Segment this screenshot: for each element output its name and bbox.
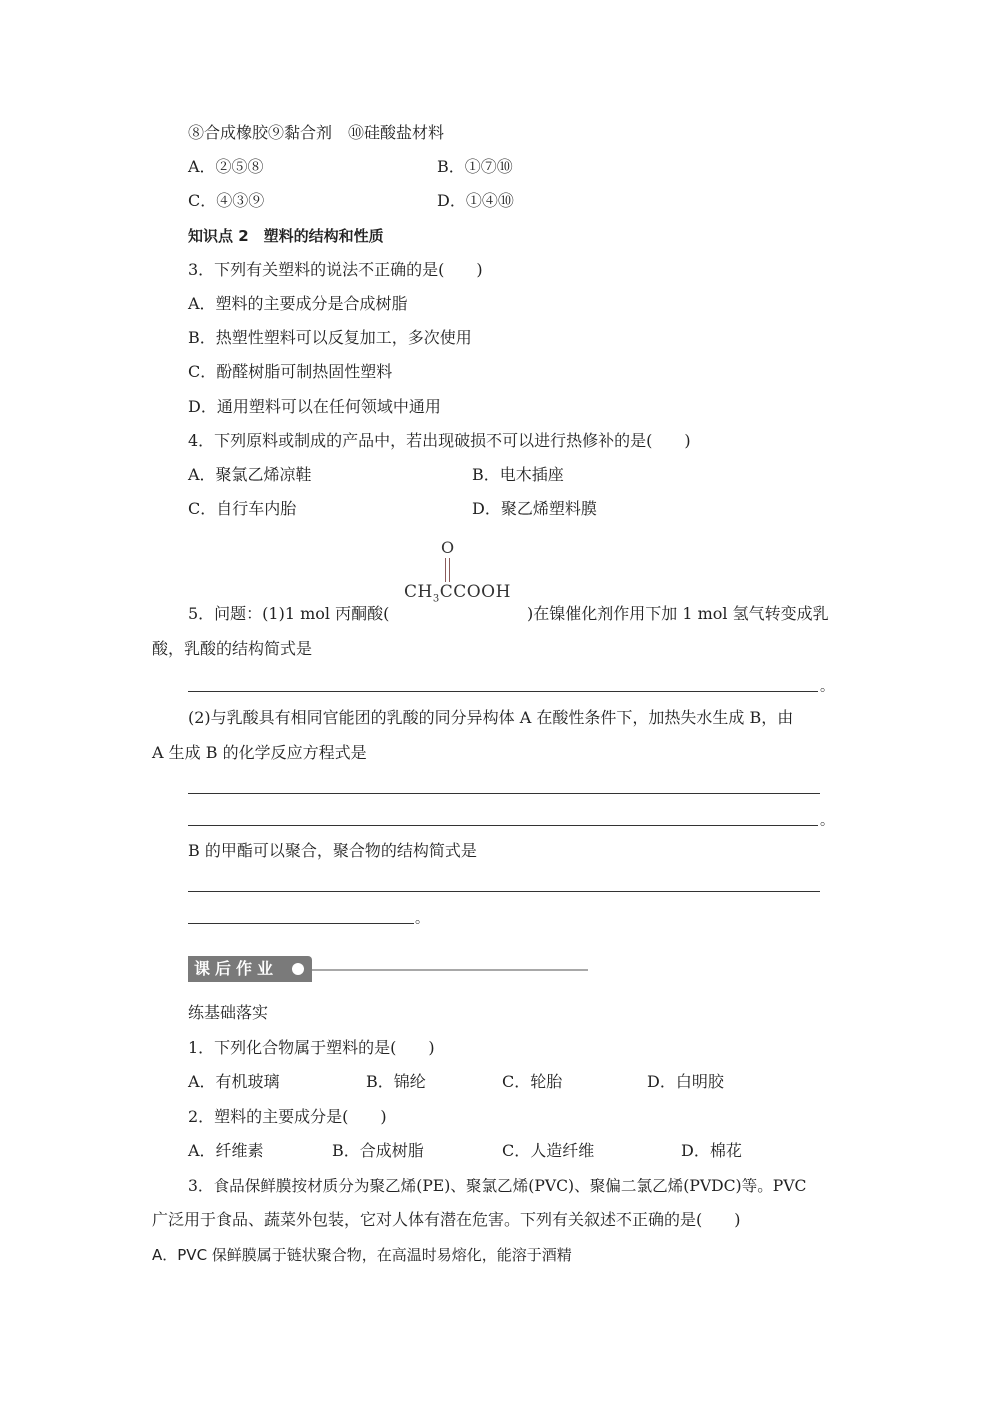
question-4-stem: 4．下列原料或制成的产品中，若出现破损不可以进行热修补的是( )	[188, 431, 691, 450]
answer-blank[interactable]	[188, 691, 818, 692]
homework-section-title: 课后作业	[194, 959, 279, 978]
homework-question-1-stem: 1．下列化合物属于塑料的是( )	[188, 1038, 435, 1057]
period-mark: 。	[820, 679, 834, 695]
question-3-option-c: C．酚醛树脂可制热固性塑料	[188, 362, 393, 381]
period-mark: 。	[820, 813, 834, 829]
homework-q1-option-c: C．轮胎	[502, 1072, 563, 1091]
answer-blank[interactable]	[188, 923, 414, 924]
question-5-part2-line2: A 生成 B 的化学反应方程式是	[152, 743, 367, 762]
answer-blank[interactable]	[188, 825, 818, 826]
question-4-option-a: A．聚氯乙烯凉鞋	[188, 465, 312, 484]
question-3-option-a: A．塑料的主要成分是合成树脂	[188, 294, 408, 313]
pyruvic-acid-formula	[398, 538, 520, 608]
formula-oxygen-atom: O	[441, 538, 455, 557]
homework-q2-option-b: B．合成树脂	[332, 1141, 424, 1160]
question-5-part1-after: )在镍催化剂作用下加 1 mol 氢气转变成乳	[527, 604, 829, 623]
question-3-option-b: B．热塑性塑料可以反复加工，多次使用	[188, 328, 472, 347]
homework-question-2-stem: 2．塑料的主要成分是( )	[188, 1107, 387, 1126]
bullet-dot-icon	[292, 963, 304, 975]
homework-q1-option-b: B．锦纶	[366, 1072, 426, 1091]
material-list-line: ⑧合成橡胶⑨黏合剂 ⑩硅酸盐材料	[188, 123, 445, 142]
knowledge-point-heading: 知识点 2 塑料的结构和性质	[188, 227, 384, 245]
formula-ccooh: CCOOH	[439, 582, 511, 602]
option-a: A．②⑤⑧	[188, 157, 264, 176]
double-bond-line	[449, 558, 450, 582]
question-4-option-b: B．电木插座	[472, 465, 564, 484]
homework-q2-option-d: D．棉花	[681, 1141, 742, 1160]
question-5-part3-line1: B 的甲酯可以聚合，聚合物的结构简式是	[188, 841, 477, 860]
formula-ch: CH	[404, 582, 433, 602]
period-mark: 。	[415, 911, 429, 927]
option-b: B．①⑦⑩	[437, 157, 513, 176]
homework-q2-option-a: A．纤维素	[188, 1141, 264, 1160]
formula-chain	[404, 582, 511, 604]
homework-subheading: 练基础落实	[188, 1003, 269, 1022]
homework-q1-option-d: D．白明胶	[647, 1072, 724, 1091]
answer-blank[interactable]	[188, 891, 820, 892]
question-4-option-c: C．自行车内胎	[188, 499, 297, 518]
homework-question-3-line2: 广泛用于食品、蔬菜外包装，它对人体有潜在危害。下列有关叙述不正确的是( )	[152, 1210, 741, 1229]
section-divider	[312, 969, 588, 971]
question-3-option-d: D．通用塑料可以在任何领域中通用	[188, 397, 441, 416]
homework-question-3-line1: 3．食品保鲜膜按材质分为聚乙烯(PE)、聚氯乙烯(PVC)、聚偏二氯乙烯(PVDC)等。PVC	[188, 1177, 807, 1195]
homework-q2-option-c: C．人造纤维	[502, 1141, 595, 1160]
answer-blank[interactable]	[188, 793, 820, 794]
question-5-part1-before: 5．问题：(1)1 mol 丙酮酸(	[188, 604, 390, 623]
homework-q3-option-a: A．PVC 保鲜膜属于链状聚合物，在高温时易熔化，能溶于酒精	[152, 1246, 572, 1264]
question-3-stem: 3．下列有关塑料的说法不正确的是( )	[188, 260, 483, 279]
option-d: D．①④⑩	[437, 191, 514, 210]
question-5-part2-line1: (2)与乳酸具有相同官能团的乳酸的同分异构体 A 在酸性条件下，加热失水生成 B，由	[188, 708, 794, 727]
option-c: C．④③⑨	[188, 191, 265, 210]
formula-subscript: 3	[432, 593, 440, 605]
double-bond-line	[445, 558, 446, 582]
homework-section-header	[188, 956, 312, 982]
question-4-option-d: D．聚乙烯塑料膜	[472, 499, 597, 518]
homework-q1-option-a: A．有机玻璃	[188, 1072, 280, 1091]
question-5-part1-line2: 酸，乳酸的结构简式是	[152, 639, 313, 658]
